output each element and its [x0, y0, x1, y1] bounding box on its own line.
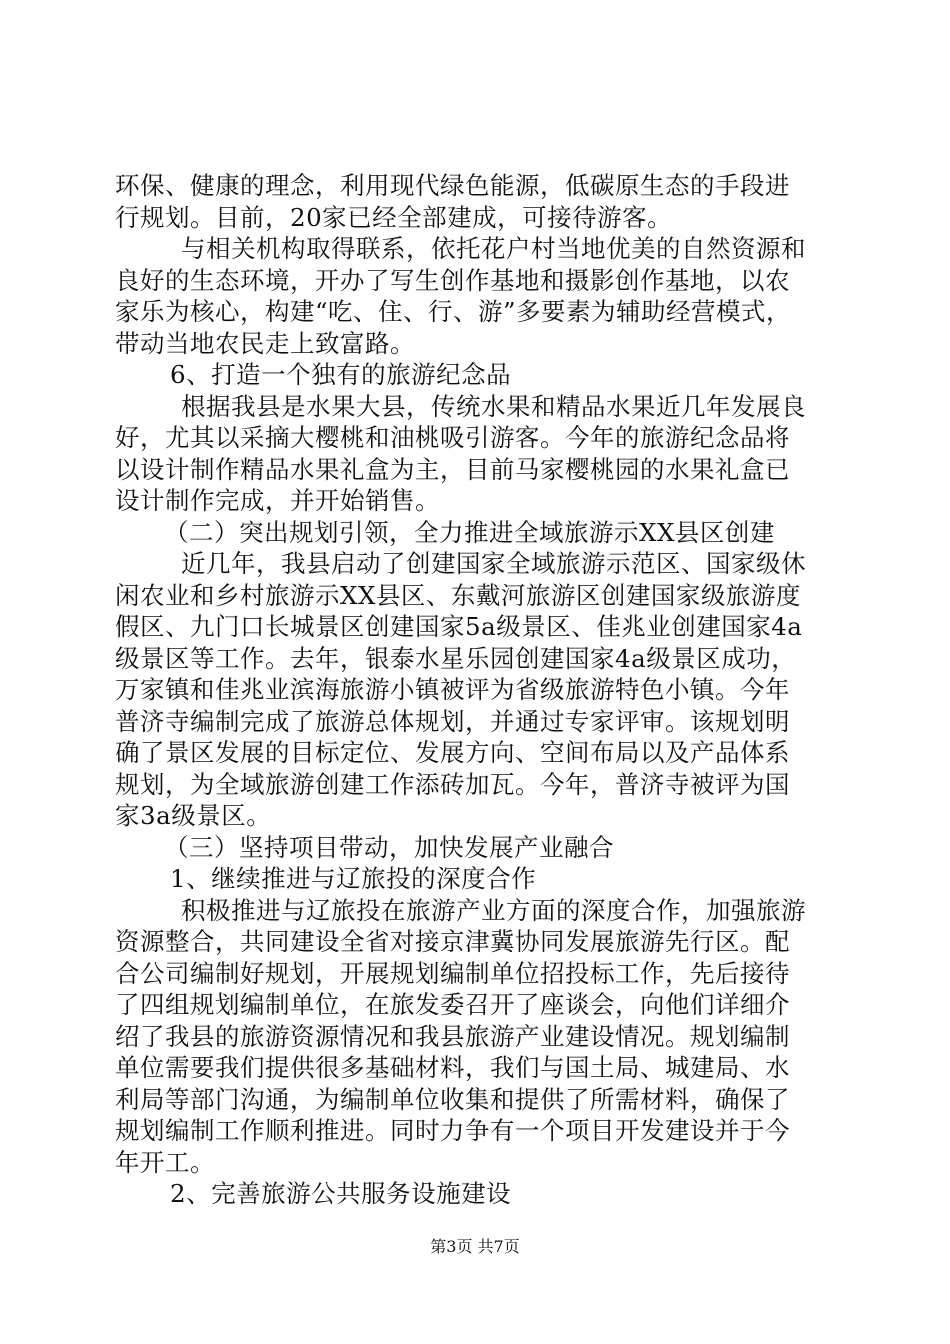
text-line: 行规划。目前，20家已经全部建成，可接待游客。 — [115, 203, 673, 232]
text-line: 根据我县是水果大县，传统水果和精品水果近几年发展良 — [181, 392, 806, 421]
page-footer: 第3页 共7页 — [430, 1237, 520, 1256]
text-line: 年开工。 — [115, 1148, 215, 1177]
text-line: 普济寺编制完成了旅游总体规划，并通过专家评审。该规划明 — [115, 707, 790, 736]
section-heading: 1、继续推进与辽旅投的深度合作 — [170, 864, 537, 893]
text-line: 假区、九门口长城景区创建国家5a级景区、佳兆业创建国家4a — [115, 612, 803, 641]
text-line: 近几年，我县启动了创建国家全域旅游示范区、国家级休 — [181, 549, 806, 578]
text-line: 了四组规划编制单位，在旅发委召开了座谈会，向他们详细介 — [115, 990, 790, 1019]
section-heading: （二）突出规划引领，全力推进全域旅游示XX县区创建 — [164, 518, 775, 547]
section-heading: （三）坚持项目带动，加快发展产业融合 — [164, 833, 614, 862]
text-line: 规划，为全域旅游创建工作添砖加瓦。今年，普济寺被评为国 — [115, 770, 790, 799]
text-line: 带动当地农民走上致富路。 — [115, 329, 415, 358]
text-line: 与相关机构取得联系，依托花户村当地优美的自然资源和 — [181, 234, 806, 263]
text-line: 良好的生态环境，开办了写生创作基地和摄影创作基地，以农 — [115, 266, 790, 295]
text-line: 合公司编制好规划，开展规划编制单位招投标工作，先后接待 — [115, 959, 790, 988]
text-line: 级景区等工作。去年，银泰水星乐园创建国家4a级景区成功， — [115, 644, 797, 673]
text-line: 好，尤其以采摘大樱桃和油桃吸引游客。今年的旅游纪念品将 — [115, 423, 790, 452]
section-heading: 6、打造一个独有的旅游纪念品 — [170, 360, 512, 389]
text-line: 规划编制工作顺利推进。同时力争有一个项目开发建设并于今 — [115, 1116, 790, 1145]
text-line: 万家镇和佳兆业滨海旅游小镇被评为省级旅游特色小镇。今年 — [115, 675, 790, 704]
text-line: 单位需要我们提供很多基础材料，我们与国土局、城建局、水 — [115, 1053, 790, 1082]
text-line: 确了景区发展的目标定位、发展方向、空间布局以及产品体系 — [115, 738, 790, 767]
text-line: 资源整合，共同建设全省对接京津冀协同发展旅游先行区。配 — [115, 927, 790, 956]
text-line: 积极推进与辽旅投在旅游产业方面的深度合作，加强旅游 — [181, 896, 806, 925]
text-line: 环保、健康的理念，利用现代绿色能源，低碳原生态的手段进 — [115, 171, 790, 200]
text-line: 以设计制作精品水果礼盒为主，目前马家樱桃园的水果礼盒已 — [115, 455, 790, 484]
text-line: 家乐为核心，构建“吃、住、行、游”多要素为辅助经营模式， — [115, 297, 792, 326]
text-line: 绍了我县的旅游资源情况和我县旅游产业建设情况。规划编制 — [115, 1022, 790, 1051]
text-line: 设计制作完成，并开始销售。 — [115, 486, 440, 515]
text-line: 利局等部门沟通，为编制单位收集和提供了所需材料，确保了 — [115, 1085, 790, 1114]
text-line: 家3a级景区。 — [115, 801, 272, 830]
section-heading: 2、完善旅游公共服务设施建设 — [170, 1179, 512, 1208]
text-line: 闲农业和乡村旅游示XX县区、东戴河旅游区创建国家级旅游度 — [115, 581, 801, 610]
